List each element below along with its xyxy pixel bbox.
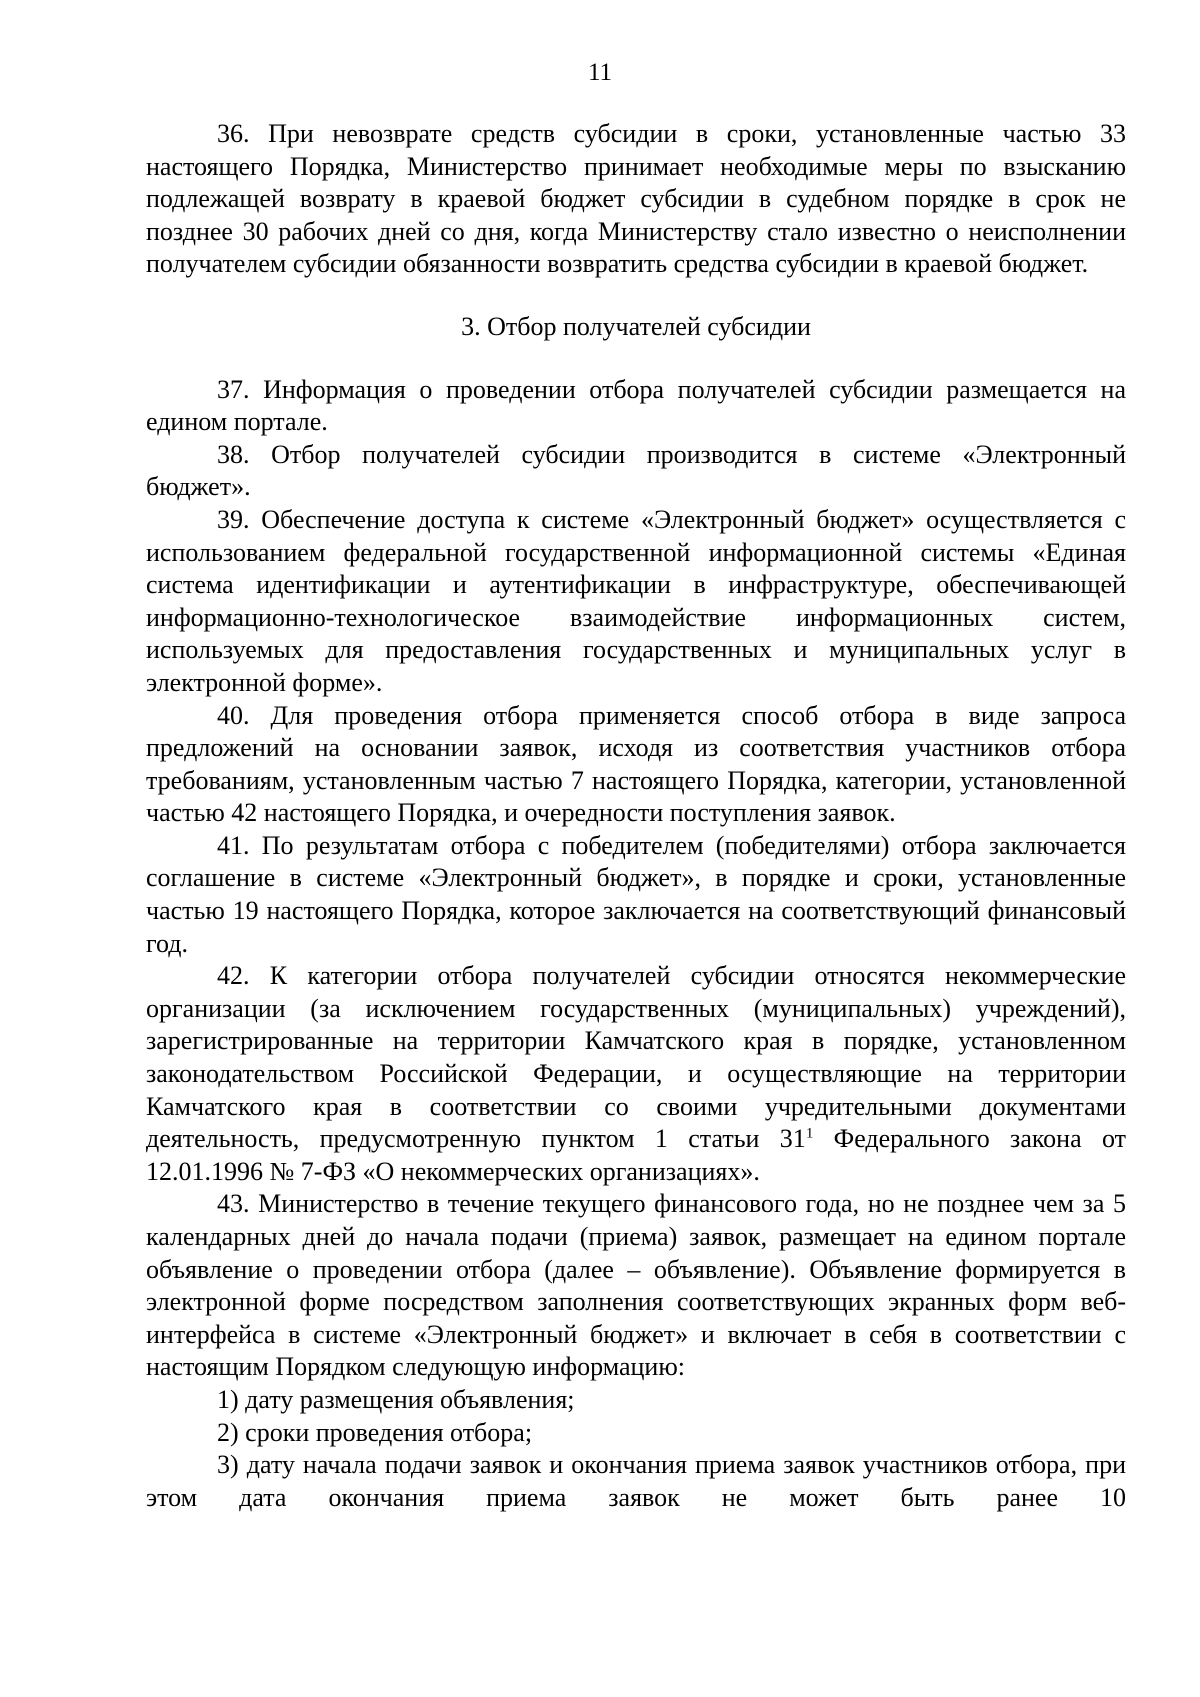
list-item-3: 3) дату начала подачи заявок и окончания приема заявок участников отбора, при этом дата окончания приема заявок не может быть ранее 10: [146, 1450, 1126, 1512]
paragraph-42-text: 42. К категории отбора получателей субсидии относятся некоммерческие организации (за исключением государственных (муниципальных) учреждений), зарегистрированные на территории Камчатского края в порядке, установленном законодательством Российской Федерации, и осуществляющие на территории Камчатского края в соответствии со своими учредительными документами деятельность, предусмотренную пунктом 1 статьи 31: [146, 961, 1126, 1154]
paragraph-42: [146, 960, 1126, 1188]
list-item-1: 1) дату размещения объявления;: [217, 1384, 575, 1414]
superscript-1: 1: [805, 1125, 814, 1142]
section-title: 3. Отбор получателей субсидии: [461, 311, 811, 341]
paragraph-43: 43. Министерство в течение текущего финансового года, но не позднее чем за 5 календарных дней до начала подачи (приема) заявок, размещает на едином портале объявление о проведении отбора (далее – объявление). Объявление формируется в электронной форме посредством заполнения соответствующих экранных форм веб-интерфейса в системе «Электронный бюджет» и включает в себя в соответствии с настоящим Порядком следующую информацию:: [146, 1189, 1126, 1382]
paragraph-37: 37. Информация о проведении отбора получателей субсидии размещается на едином портале.: [146, 374, 1126, 437]
document-body: [146, 118, 1126, 1514]
page-number: 11: [587, 59, 613, 86]
paragraph-39: 39. Обеспечение доступа к системе «Электронный бюджет» осуществляется с использованием федеральной государственной информационной системы «Единая система идентификации и аутентификации в инфраструктуре, обеспечивающей информационно-технологическое взаимодействие информационных систем, используемых для предоставления государственных и муниципальных услуг в электронной форме».: [146, 504, 1126, 697]
paragraph-36: 36. При невозврате средств субсидии в сроки, установленные частью 33 настоящего Порядка, Министерство принимает необходимые меры по взысканию подлежащей возврату в краевой бюджет субсидии в судебном порядке в срок не позднее 30 рабочих дней со дня, когда Министерству стало известно о неисполнении получателем субсидии обязанности возвратить средства субсидии в краевой бюджет.: [146, 119, 1126, 279]
list-item-2: 2) сроки проведения отбора;: [217, 1417, 533, 1447]
paragraph-42-text-end: Федерального закона от 12.01.1996 № 7-ФЗ «О некоммерческих организациях».: [146, 1124, 1126, 1186]
paragraph-40: 40. Для проведения отбора применяется способ отбора в виде запроса предложений на основании заявок, исходя из соответствия участников отбора требованиям, установленным частью 7 настоящего Порядка, категории, установленной частью 42 настоящего Порядка, и очередности поступления заявок.: [146, 700, 1126, 828]
paragraph-41: 41. По результатам отбора с победителем (победителями) отбора заключается соглашение в системе «Электронный бюджет», в порядке и сроки, установленные частью 19 настоящего Порядка, которое заключается на соответствующий финансовый год.: [146, 830, 1126, 958]
paragraph-38: 38. Отбор получателей субсидии производится в системе «Электронный бюджет».: [146, 439, 1126, 502]
